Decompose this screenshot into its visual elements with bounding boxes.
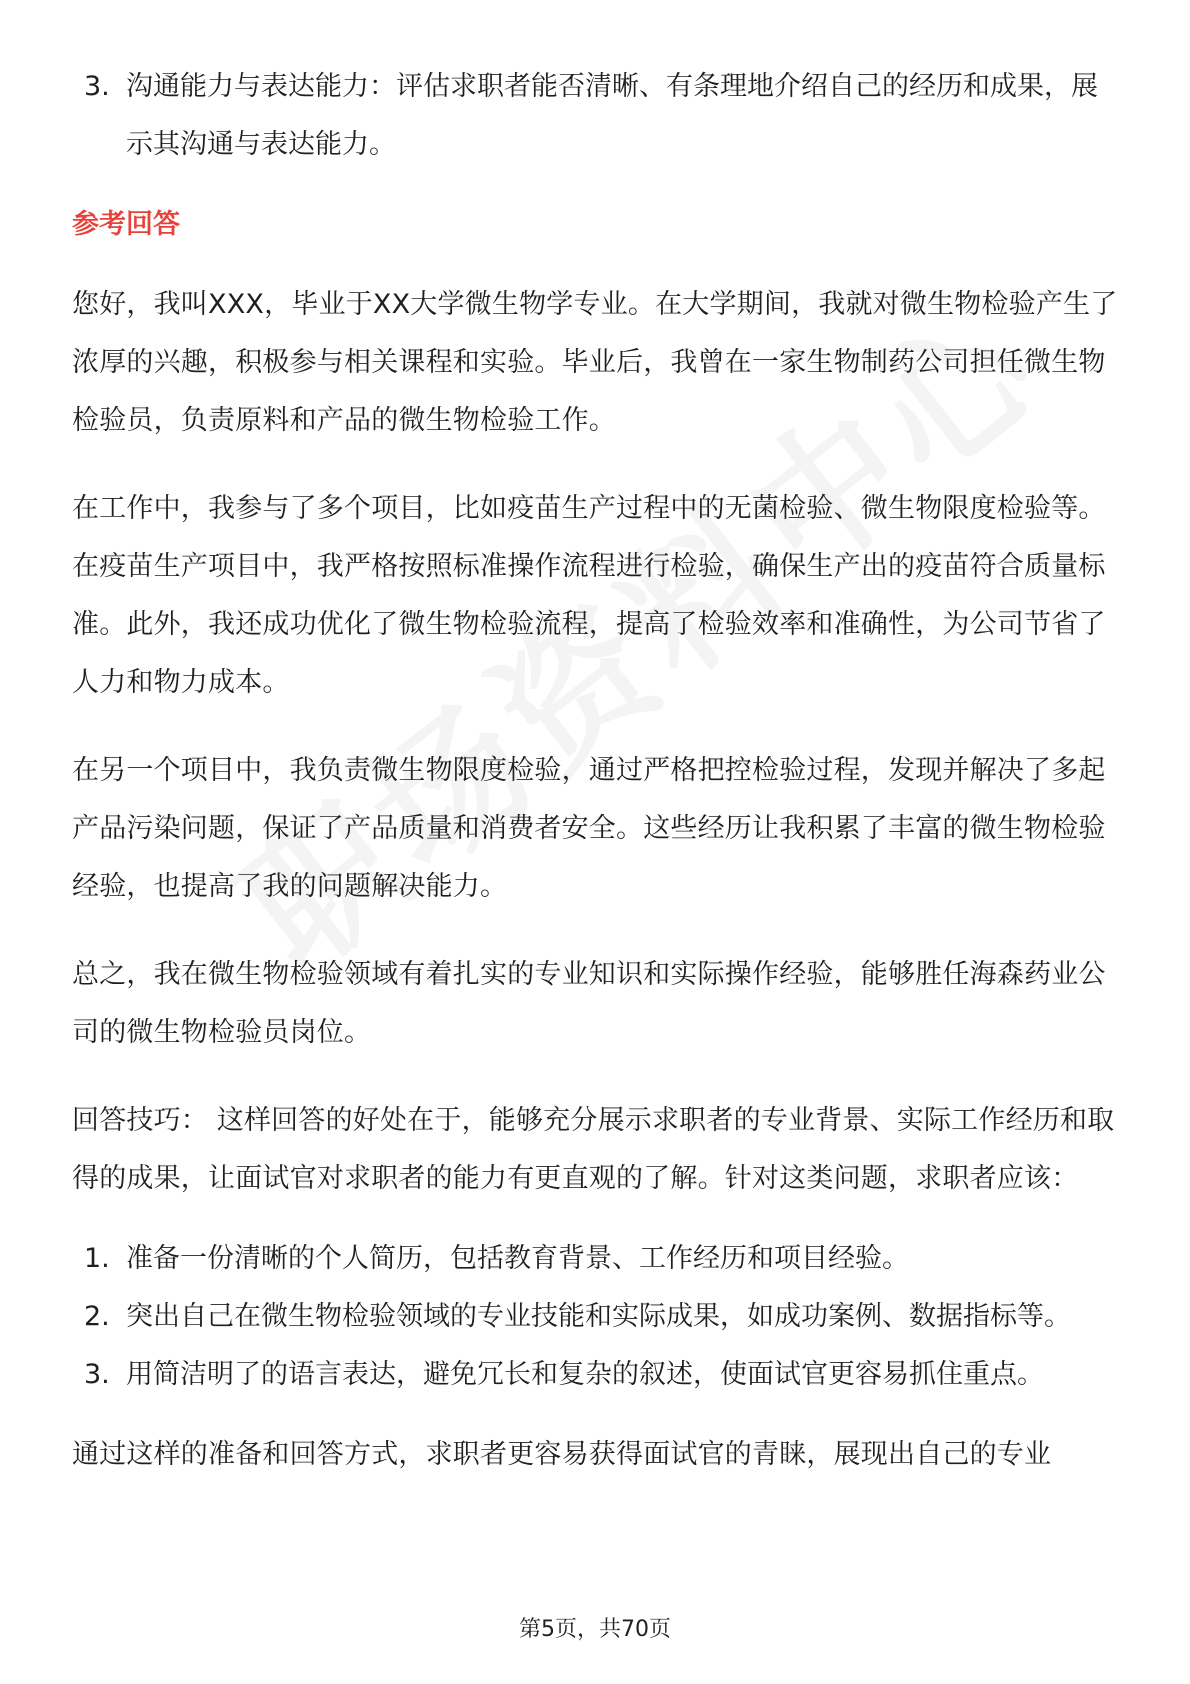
answer-paragraph: 在另一个项目中，我负责微生物限度检验，通过严格把控检验过程，发现并解决了多起产品污染问题，保证了产品质量和消费者安全。这些经历让我积累了丰富的微生物检验经验，也提高了我的问题解决能力。 xyxy=(72,755,1106,902)
list-item xyxy=(72,1288,1118,1346)
list-item xyxy=(72,1230,1118,1288)
answer-paragraph: 在工作中，我参与了多个项目，比如疫苗生产过程中的无菌检验、微生物限度检验等。在疫苗生产项目中，我严格按照标准操作流程进行检验，确保生产出的疫苗符合质量标准。此外，我还成功优化了微生物检验流程，提高了检验效率和准确性，为公司节省了人力和物力成本。 xyxy=(72,493,1106,698)
list-item-text: 突出自己在微生物检验领域的专业技能和实际成果，如成功案例、数据指标等。 xyxy=(126,1301,1071,1332)
list-item-text: 准备一份清晰的个人简历，包括教育背景、工作经历和项目经验。 xyxy=(126,1243,909,1274)
list-item-text: 沟通能力与表达能力：评估求职者能否清晰、有条理地介绍自己的经历和成果，展示其沟通与表达能力。 xyxy=(126,71,1098,160)
list-item-number: 3. xyxy=(84,1359,110,1390)
page-footer: 第5页，共70页 xyxy=(519,1617,671,1642)
section-heading: 参考回答 xyxy=(72,209,180,240)
answer-paragraph: 您好，我叫XXX，毕业于XX大学微生物学专业。在大学期间，我就对微生物检验产生了浓厚的兴趣，积极参与相关课程和实验。毕业后，我曾在一家生物制药公司担任微生物检验员，负责原料和产品的微生物检验工作。 xyxy=(72,289,1118,436)
list-item-number: 1. xyxy=(84,1243,110,1274)
tips-list xyxy=(72,1230,1118,1404)
list-item xyxy=(72,58,1118,174)
list-item xyxy=(72,1346,1118,1404)
answer-paragraph: 总之，我在微生物检验领域有着扎实的专业知识和实际操作经验，能够胜任海森药业公司的微生物检验员岗位。 xyxy=(72,959,1106,1048)
closing-paragraph: 通过这样的准备和回答方式，求职者更容易获得面试官的青睐，展现出自己的专业 xyxy=(72,1439,1052,1470)
page-content xyxy=(72,58,1118,1514)
tips-paragraph: 回答技巧： 这样回答的好处在于，能够充分展示求职者的专业背景、实际工作经历和取得的成果，让面试官对求职者的能力有更直观的了解。针对这类问题，求职者应该： xyxy=(72,1105,1115,1194)
list-item-text: 用简洁明了的语言表达，避免冗长和复杂的叙述，使面试官更容易抓住重点。 xyxy=(126,1359,1044,1390)
evaluation-criteria-list xyxy=(72,58,1118,174)
list-item-number: 2. xyxy=(84,1301,110,1332)
list-item-number: 3. xyxy=(84,71,110,102)
